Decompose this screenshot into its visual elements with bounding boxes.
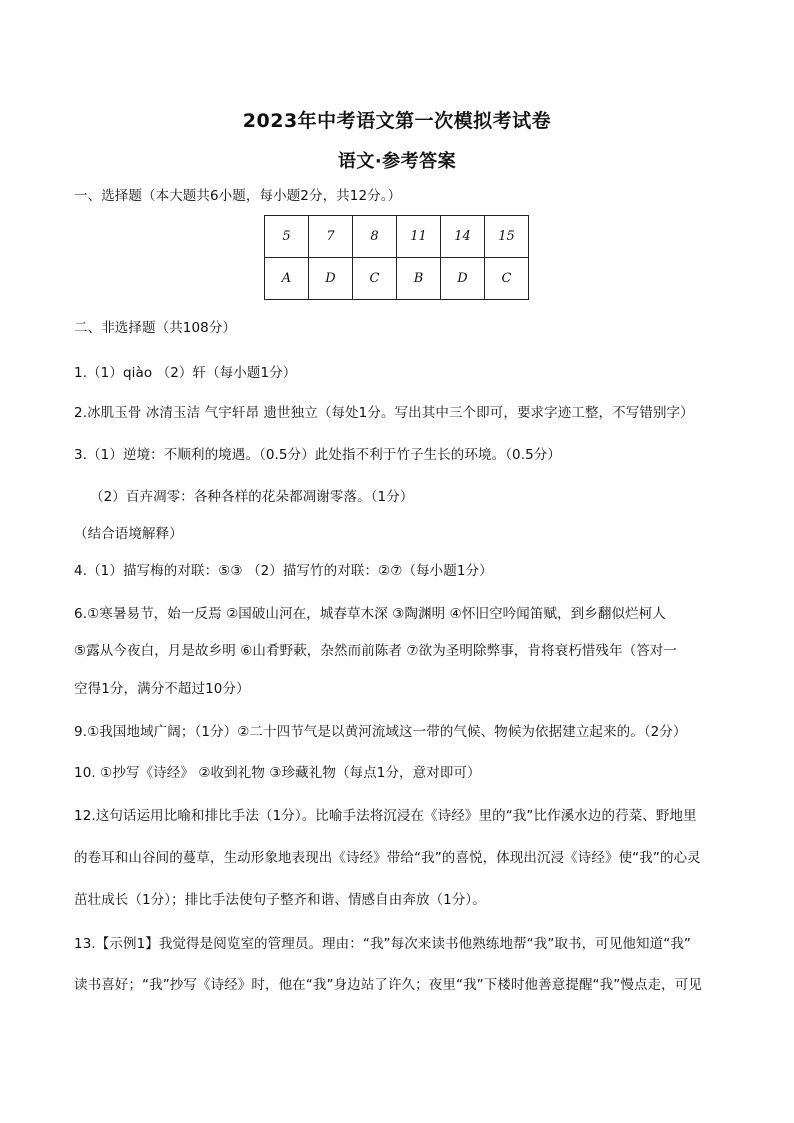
- answer-line: ⑤露从今夜白，月是故乡明 ⑥山肴野蔌，杂然而前陈者 ⑦欲为圣明除弊事，肯将衰朽惜残年（答对一: [74, 643, 677, 659]
- answer-line: 空得1分，满分不超过10分）: [74, 681, 250, 697]
- answer-line: （结合语境解释）: [74, 526, 183, 542]
- answer-cell: D: [441, 258, 485, 300]
- answer-line: 4.（1）描写梅的对联：⑤③ （2）描写竹的对联：②⑦（每小题1分）: [74, 563, 493, 579]
- answer-line: 13.【示例1】我觉得是阅览室的管理员。理由：“我”每次来读书他熟练地帮“我”取书，可见他知道“我”: [74, 936, 692, 952]
- answer-line: 读书喜好；“我”抄写《诗经》时，他在“我”身边站了许久；夜里“我”下楼时他善意提醒“我”慢点走，可见: [74, 977, 702, 993]
- answer-key-subtitle: 语文·参考答案: [337, 151, 457, 172]
- exam-title: 2023年中考语文第一次模拟考试卷: [242, 110, 552, 132]
- answer-line: 1.（1）qiào （2）轩（每小题1分）: [74, 365, 297, 381]
- answer-line: 的卷耳和山谷间的蔓草，生动形象地表现出《诗经》带给“我”的喜悦，体现出沉浸《诗经》使“我”的心灵: [74, 850, 701, 866]
- answer-row: [265, 258, 529, 300]
- answer-cell: D: [309, 258, 353, 300]
- answer-line: 2.冰肌玉骨 冰清玉洁 气宇轩昂 遗世独立（每处1分。写出其中三个即可，要求字迹工整，不写错别字）: [74, 405, 694, 421]
- answer-line: 6.①寒暑易节，始一反焉 ②国破山河在，城春草木深 ③陶渊明 ④怀旧空吟闻笛赋，到乡翻似烂柯人: [74, 606, 666, 622]
- section-1-heading: 一、选择题（本大题共6小题，每小题2分，共12分。）: [74, 188, 402, 204]
- question-number-row: [265, 216, 529, 258]
- answer-line: 12.这句话运用比喻和排比手法（1分）。比喻手法将沉浸在《诗经》里的“我”比作溪水边的荇菜、野地里: [74, 808, 697, 824]
- answer-cell: A: [265, 258, 309, 300]
- question-number-cell: 11: [397, 216, 441, 258]
- answer-line: （2）百卉凋零：各种各样的花朵都凋谢零落。（1分）: [90, 489, 414, 505]
- question-number-cell: 14: [441, 216, 485, 258]
- answer-line: 茁壮成长（1分）；排比手法使句子整齐和谐、情感自由奔放（1分）。: [74, 892, 486, 908]
- question-number-cell: 7: [309, 216, 353, 258]
- question-number-cell: 5: [265, 216, 309, 258]
- multiple-choice-answer-table: [264, 215, 529, 300]
- answer-line: 10. ①抄写《诗经》 ②收到礼物 ③珍藏礼物（每点1分，意对即可）: [74, 765, 481, 781]
- answer-cell: C: [353, 258, 397, 300]
- answer-line: 9.①我国地域广阔；（1分）②二十四节气是以黄河流域这一带的气候、物候为依据建立起来的。（2分）: [74, 724, 687, 740]
- question-number-cell: 15: [485, 216, 529, 258]
- answer-cell: B: [397, 258, 441, 300]
- section-2-heading: 二、非选择题（共108分）: [74, 320, 237, 336]
- answer-cell: C: [485, 258, 529, 300]
- question-number-cell: 8: [353, 216, 397, 258]
- answer-line: 3.（1）逆境：不顺利的境遇。（0.5分）此处指不利于竹子生长的环境。（0.5分）: [74, 447, 562, 463]
